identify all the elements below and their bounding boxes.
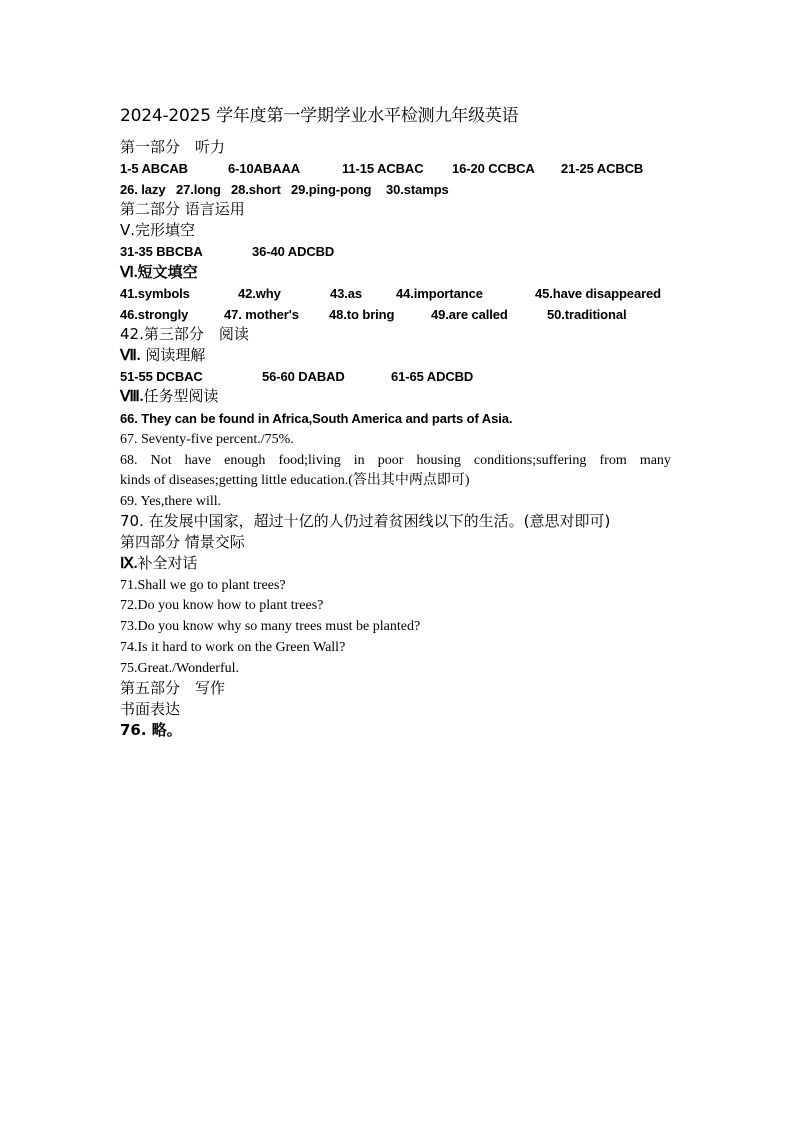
answer-item: 45.have disappeared <box>535 286 661 301</box>
answer-item: 47. mother's <box>224 307 299 322</box>
word: conditions;suffering <box>473 453 587 468</box>
answer-item: 27.long <box>176 182 221 197</box>
answer-76: 76. 略。 <box>120 721 182 739</box>
short-fill-row-1 <box>120 287 661 300</box>
answer-67: 67. Seventy-five percent./75%. <box>120 432 294 447</box>
answer-group: 11-15 ACBAC <box>342 161 424 176</box>
answer-75: 75.Great./Wonderful. <box>120 661 239 676</box>
word: in <box>353 453 365 468</box>
reading-heading <box>120 348 205 364</box>
word: have <box>184 453 212 468</box>
word: 68. <box>120 453 138 468</box>
answer-item: 49.are called <box>431 307 508 322</box>
roman-numeral: Ⅵ. <box>120 265 138 281</box>
word: from <box>599 453 627 468</box>
answer-item: 42.why <box>238 286 281 301</box>
section-title: 任务型阅读 <box>143 387 219 405</box>
word: Not <box>150 453 172 468</box>
answer-74: 74.Is it hard to work on the Green Wall? <box>120 640 346 655</box>
answer-73: 73.Do you know why so many trees must be planted? <box>120 619 421 634</box>
answer-item: 30.stamps <box>386 182 449 197</box>
part3-heading: 42.第三部分 阅读 <box>120 325 249 343</box>
answer-group: 21-25 ACBCB <box>561 161 644 176</box>
word: many <box>639 453 671 468</box>
word: poor <box>377 453 404 468</box>
word: housing <box>416 453 461 468</box>
answer-item: 44.importance <box>396 286 483 301</box>
reading-answers-row <box>120 370 473 383</box>
answer-66: 66. They can be found in Africa,South America and parts of Asia. <box>120 411 513 426</box>
answer-item: 29.ping-pong <box>291 182 372 197</box>
answer-item: 28.short <box>231 182 281 197</box>
short-fill-row-2 <box>120 308 627 321</box>
answer-70: 70. 在发展中国家，超过十亿的人仍过着贫困线以下的生活。(意思对即可) <box>120 512 611 530</box>
answer-group: 36-40 ADCBD <box>252 244 335 259</box>
dialog-heading <box>120 556 198 572</box>
roman-numeral: Ⅶ. <box>120 348 141 364</box>
answer-68-line-2: kinds of diseases;getting little education.(答出其中两点即可) <box>120 473 470 488</box>
part1-answers-row <box>120 162 643 175</box>
cloze-heading: Ⅴ.完形填空 <box>120 221 196 239</box>
answer-item: 46.strongly <box>120 307 189 322</box>
part1-heading: 第一部分 听力 <box>120 138 226 156</box>
part5-heading: 第五部分 写作 <box>120 679 226 697</box>
answer-item: 41.symbols <box>120 286 190 301</box>
word: food;living <box>278 453 341 468</box>
section-title: 补全对话 <box>137 554 198 572</box>
part2-heading: 第二部分 语言运用 <box>120 200 245 218</box>
answer-group: 6-10ABAAA <box>228 161 301 176</box>
part4-heading: 第四部分 情景交际 <box>120 533 245 551</box>
answer-group: 1-5 ABCAB <box>120 161 188 176</box>
cloze-answers-row <box>120 245 334 258</box>
answer-item: 26. lazy <box>120 182 166 197</box>
writing-subheading: 书面表达 <box>120 700 181 718</box>
answer-group: 16-20 CCBCA <box>452 161 535 176</box>
answer-item: 43.as <box>330 286 363 301</box>
answer-item: 48.to bring <box>329 307 395 322</box>
short-fill-heading <box>120 265 198 281</box>
page-title: 2024-2025 学年度第一学期学业水平检测九年级英语 <box>120 106 519 126</box>
roman-numeral: Ⅸ. <box>120 556 138 572</box>
answer-group: 61-65 ADCBD <box>391 369 474 384</box>
task-reading-heading <box>120 389 219 405</box>
section-title: 阅读理解 <box>140 346 206 364</box>
roman-numeral: Ⅷ. <box>120 389 144 405</box>
answer-69: 69. Yes,there will. <box>120 494 222 509</box>
answer-72: 72.Do you know how to plant trees? <box>120 598 324 613</box>
answer-group: 31-35 BBCBA <box>120 244 203 259</box>
answer-item: 50.traditional <box>547 307 627 322</box>
word: enough <box>224 453 266 468</box>
section-title: 短文填空 <box>137 263 198 281</box>
answer-71: 71.Shall we go to plant trees? <box>120 578 286 593</box>
answer-group: 51-55 DCBAC <box>120 369 203 384</box>
answer-68-line-1 <box>120 454 671 468</box>
part1-fill-row <box>120 183 449 196</box>
answer-group: 56-60 DABAD <box>262 369 345 384</box>
